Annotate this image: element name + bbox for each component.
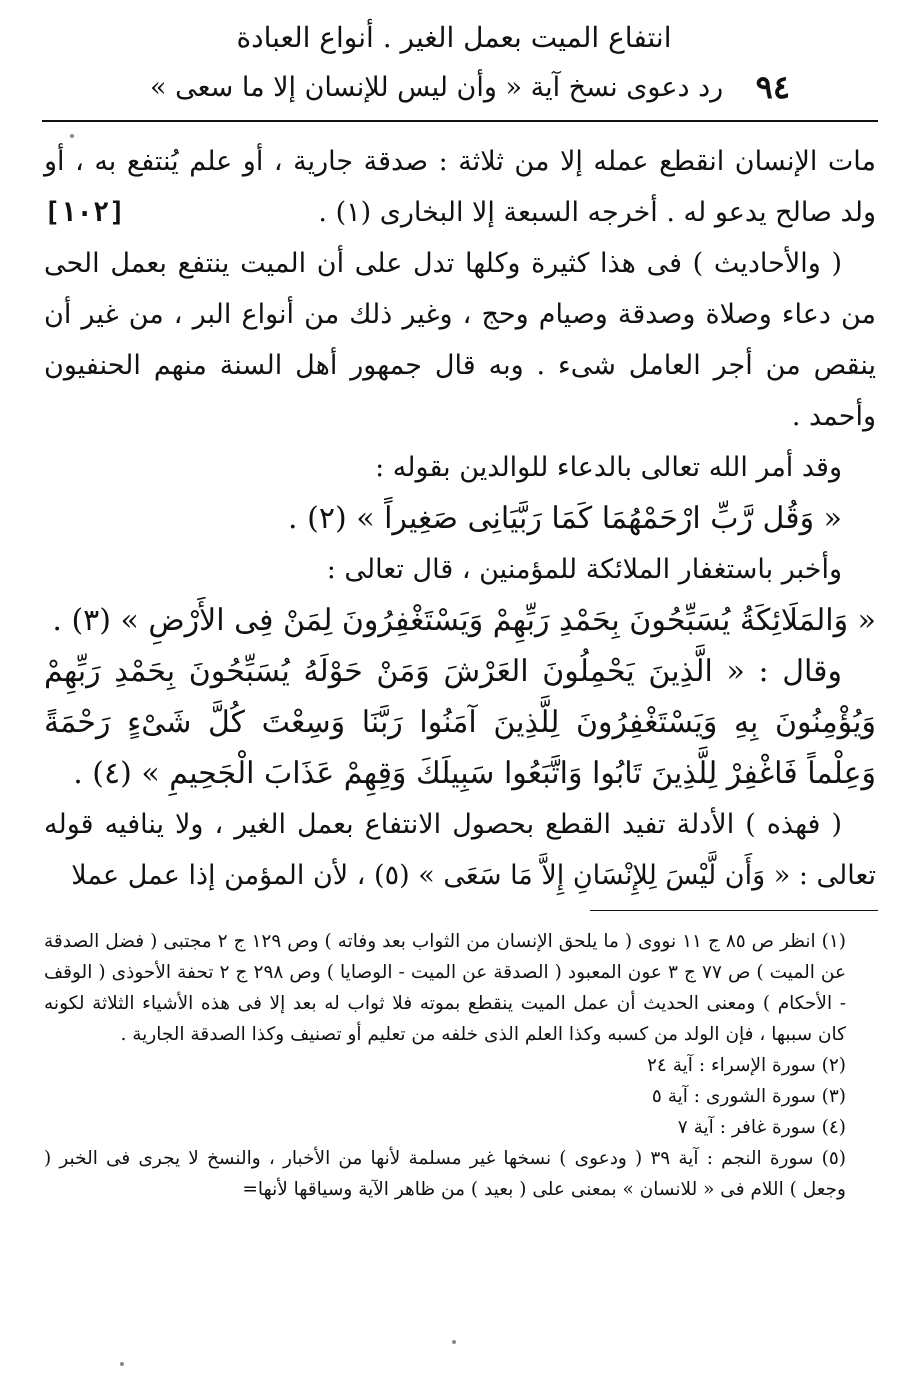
page-subtitle: رد دعوى نسخ آية « وأن ليس للإنسان إلا ما سعى » [150, 71, 724, 103]
page-header [150, 64, 790, 110]
paragraph: وقال : « الَّذِينَ يَحْمِلُونَ العَرْشَ وَمَنْ حَوْلَهُ يُسَبِّحُونَ بِحَمْدِ رَبِّهِمْ وَيُؤْمِنُونَ بِهِ وَيَسْتَغْفِرُونَ لِلَّذِينَ آمَنُوا رَبَّنَا وَسِعْتَ كُلَّ شَىْءٍ رَحْمَةً وَعِلْماً فَاغْفِرْ لِلَّذِينَ تَابُوا وَاتَّبَعُوا سَبِيلَكَ وَقِهِمْ عَذَابَ الْجَحِيمِ » (٤) . [44, 654, 876, 791]
paragraph: وأخبر باستغفار الملائكة للمؤمنين ، قال تعالى : [326, 554, 842, 585]
quran-verse: « وَقُل رَّبِّ ارْحَمْهُمَا كَمَا رَبَّيَانِى صَغِيراً » (٢) . [288, 501, 842, 536]
paragraph-text: مات الإنسان انقطع عمله إلا من ثلاثة : صدقة جارية ، أو علم يُنتفع به ، أو ولد صالح يدعو له . أخرجه السبعة إلا البخارى (١) . [44, 146, 876, 228]
page-number: ٩٤ [755, 68, 790, 106]
footnote: (١) انظر ص ٨٥ ج ١١ نووى ( ما يلحق الإنسان من الثواب بعد وفاته ) وص ١٢٩ ج ٢ مجتبى ( فضل الصدقة عن الميت ) ص ٧٧ ج ٣ عون المعبود ( الصدقة عن الميت - الوصايا ) وص ٢٩٨ ج ٢ تحفة الأحوذى ( الوقف - الأحكام ) ومعنى الحديث أن عمل الميت ينقطع بموته فلا ثواب له بعد إلا فى هذه الأشياء الثلاثة لكونه كان سببها ، فإن الولد من كسبه وكذا العلم الذى خلفه من تعليم أو تصنيف وكذا الصدقة الجارية . [44, 931, 847, 1045]
paragraph [44, 136, 876, 238]
header-divider [42, 120, 878, 122]
quran-verse: « وَالمَلَائِكَةُ يُسَبِّحُونَ بِحَمْدِ رَبِّهِمْ وَيَسْتَغْفِرُونَ لِمَنْ فِى الأَرْضِ » (٣) . [52, 603, 876, 638]
footnotes [44, 926, 876, 1205]
footnote: (٥) سورة النجم : آية ٣٩ ( ودعوى ) نسخها غير مسلمة لأنها من الأخبار ، والنسخ لا يجرى فى الخبر ( وجعل ) اللام فى « للانسان » بمعنى على ( بعيد ) من ظاهر الآية وسياقها لأنها= [44, 1148, 847, 1200]
scan-speck [120, 1362, 124, 1366]
paragraph: ( والأحاديث ) فى هذا كثيرة وكلها تدل على أن الميت ينتفع بعمل الحى من دعاء وصلاة وصدقة وصيام وحج ، وغير ذلك من أنواع البر ، من غير أن ينقص من أجر العامل شىء . وبه قال جمهور أهل السنة منهم الحنفيون وأحمد . [44, 248, 876, 432]
scan-speck [70, 134, 74, 138]
running-title: انتفاع الميت بعمل الغير . أنواع العبادة [236, 21, 672, 54]
footnote: (٣) سورة الشورى : آية ٥ [651, 1086, 846, 1107]
footnote: (٢) سورة الإسراء : آية ٢٤ [646, 1055, 846, 1076]
hadith-reference-number: [١٠٢] [44, 197, 126, 228]
main-text [44, 136, 876, 901]
paragraph: وقد أمر الله تعالى بالدعاء للوالدين بقوله : [375, 452, 842, 483]
footnote-divider [590, 910, 878, 911]
footnote: (٤) سورة غافر : آية ٧ [677, 1117, 846, 1138]
scan-speck [452, 1340, 456, 1344]
paragraph: ( فهذه ) الأدلة تفيد القطع بحصول الانتفاع بعمل الغير ، ولا ينافيه قوله تعالى : « وَأَن لَّيْسَ لِلإِنْسَانِ إِلاَّ مَا سَعَى » (٥) ، لأن المؤمن إذا عمل عملا [44, 809, 876, 891]
